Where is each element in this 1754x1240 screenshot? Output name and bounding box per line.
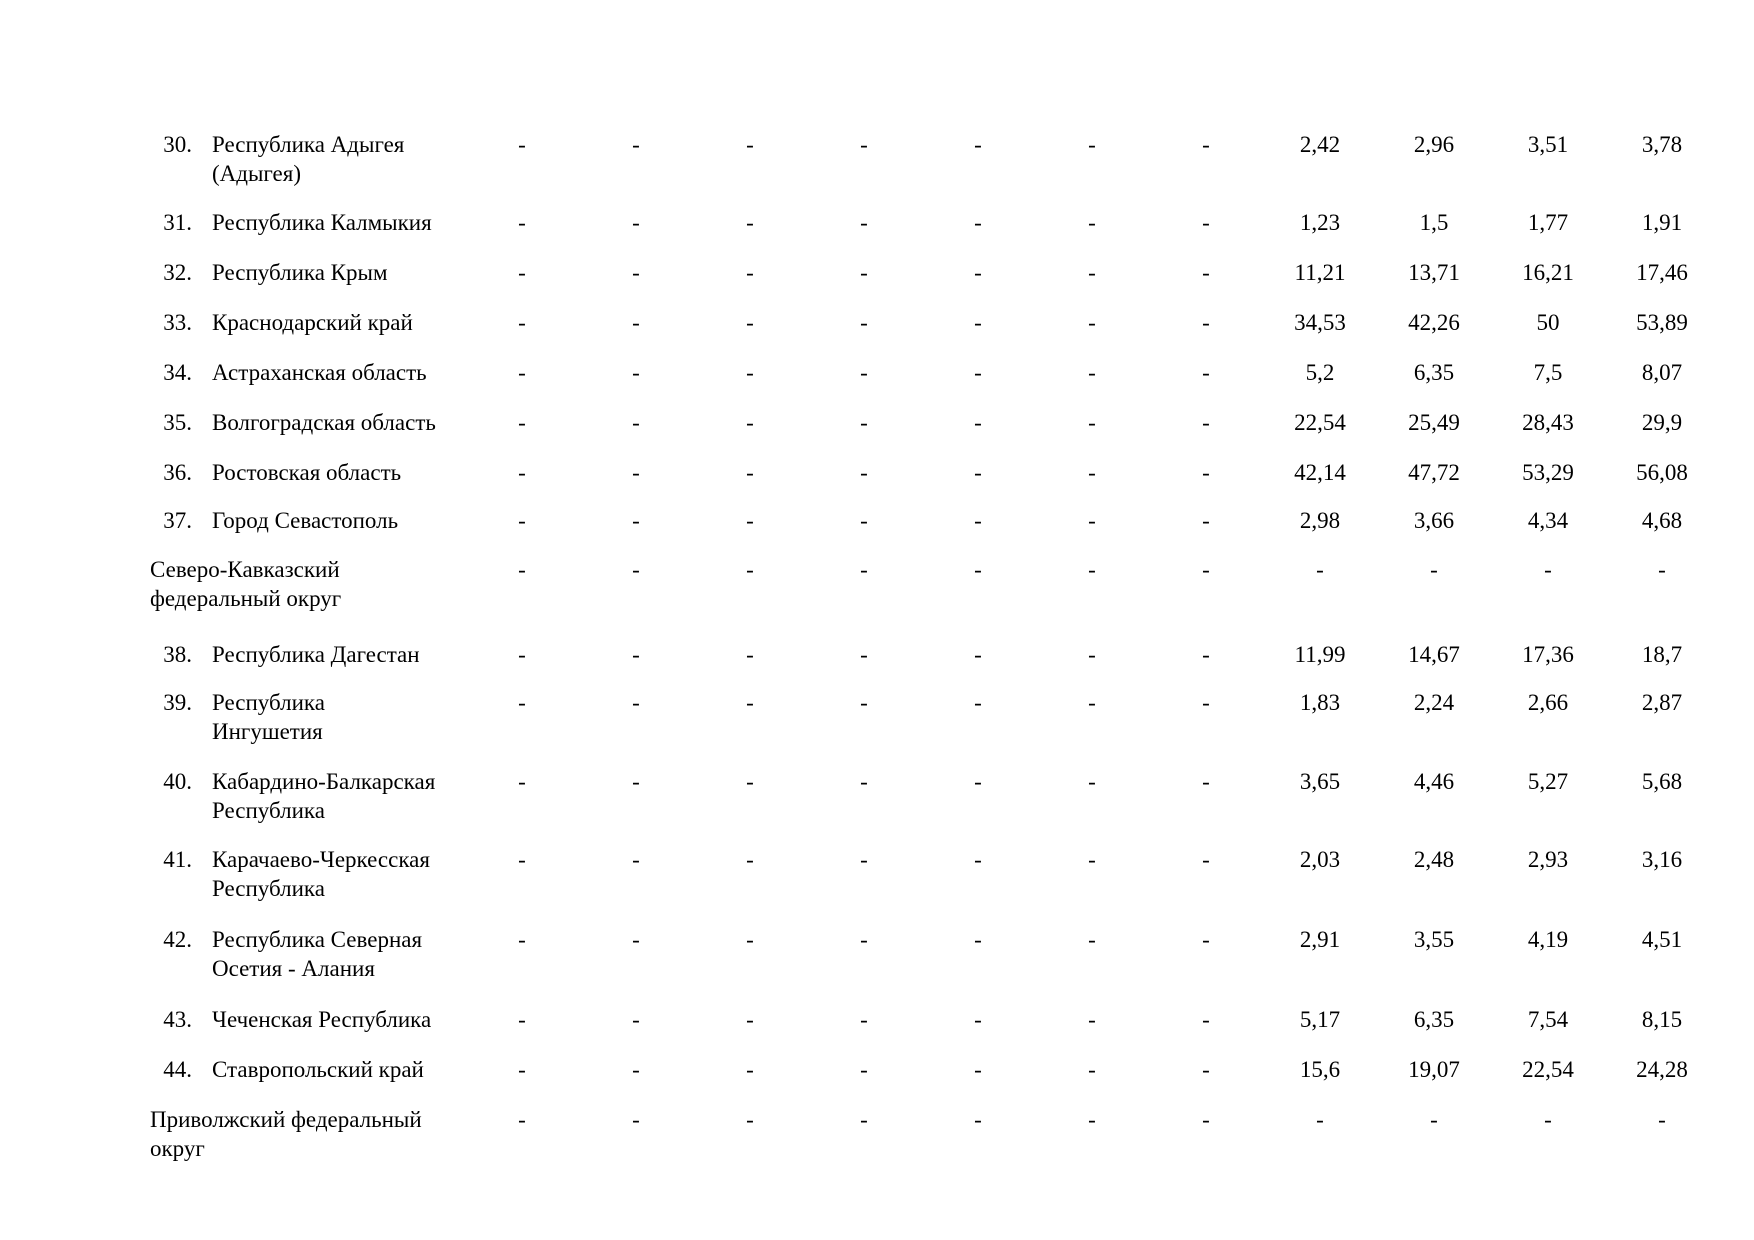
- value-cell: -: [860, 1107, 868, 1132]
- district-name: [150, 555, 490, 613]
- value-cell: 19,07: [1408, 1057, 1460, 1082]
- value-cell: 50: [1536, 310, 1560, 335]
- value-cell: -: [1088, 642, 1096, 667]
- value-cell: 53,89: [1636, 310, 1688, 335]
- value-cell: 3,51: [1527, 132, 1569, 157]
- value-cell: -: [974, 310, 982, 335]
- value-cell: -: [518, 847, 526, 872]
- value-cell: 42,14: [1294, 460, 1346, 485]
- value-cell: -: [860, 360, 868, 385]
- value-cell: 11,99: [1294, 642, 1346, 667]
- value-cell: -: [1202, 260, 1210, 285]
- value-cell: -: [1088, 1007, 1096, 1032]
- name-line: Республика Крым: [212, 260, 388, 285]
- region-name: [212, 1055, 482, 1084]
- name-line: Краснодарский край: [212, 310, 413, 335]
- value-cell: -: [1316, 1107, 1324, 1132]
- value-cell: -: [518, 310, 526, 335]
- value-cell: 29,9: [1641, 410, 1683, 435]
- value-cell: 18,7: [1641, 642, 1683, 667]
- region-name: [212, 925, 482, 983]
- value-cell: -: [1202, 769, 1210, 794]
- value-cell: -: [1202, 642, 1210, 667]
- value-cell: -: [1202, 927, 1210, 952]
- value-cell: -: [632, 1107, 640, 1132]
- value-cell: -: [746, 690, 754, 715]
- value-cell: -: [860, 847, 868, 872]
- value-cell: -: [518, 460, 526, 485]
- value-cell: 3,65: [1299, 769, 1341, 794]
- name-line: Северо-Кавказский: [150, 557, 340, 582]
- value-cell: 8,07: [1641, 360, 1683, 385]
- value-cell: 56,08: [1636, 460, 1688, 485]
- value-cell: -: [632, 557, 640, 582]
- value-cell: 4,19: [1527, 927, 1569, 952]
- name-line: федеральный округ: [150, 586, 342, 611]
- name-line: Волгоградская область: [212, 410, 436, 435]
- value-cell: -: [860, 557, 868, 582]
- value-cell: -: [746, 210, 754, 235]
- row-number: 38.: [163, 642, 192, 667]
- value-cell: -: [1202, 410, 1210, 435]
- value-cell: -: [860, 927, 868, 952]
- value-cell: -: [518, 557, 526, 582]
- value-cell: -: [746, 260, 754, 285]
- district-name: [150, 1105, 490, 1163]
- value-cell: -: [518, 1057, 526, 1082]
- value-cell: -: [974, 690, 982, 715]
- value-cell: -: [974, 1007, 982, 1032]
- value-cell: -: [1544, 1107, 1552, 1132]
- value-cell: -: [632, 1057, 640, 1082]
- value-cell: 4,34: [1527, 508, 1569, 533]
- value-cell: -: [632, 1007, 640, 1032]
- value-cell: -: [1088, 132, 1096, 157]
- value-cell: 2,93: [1527, 847, 1569, 872]
- name-line: Астраханская область: [212, 360, 427, 385]
- value-cell: 4,51: [1641, 927, 1683, 952]
- region-name: [212, 358, 482, 387]
- value-cell: -: [746, 410, 754, 435]
- value-cell: -: [746, 847, 754, 872]
- value-cell: -: [860, 1007, 868, 1032]
- value-cell: 17,36: [1522, 642, 1574, 667]
- value-cell: -: [746, 1007, 754, 1032]
- value-cell: 5,68: [1641, 769, 1683, 794]
- value-cell: 2,96: [1413, 132, 1455, 157]
- value-cell: -: [746, 927, 754, 952]
- value-cell: 4,68: [1641, 508, 1683, 533]
- value-cell: -: [632, 132, 640, 157]
- value-cell: 34,53: [1294, 310, 1346, 335]
- value-cell: 2,98: [1299, 508, 1341, 533]
- value-cell: -: [974, 410, 982, 435]
- value-cell: -: [1430, 1107, 1438, 1132]
- value-cell: -: [860, 1057, 868, 1082]
- name-line: Чеченская Республика: [212, 1007, 432, 1032]
- value-cell: -: [1088, 360, 1096, 385]
- value-cell: -: [746, 769, 754, 794]
- value-cell: -: [518, 410, 526, 435]
- row-number: 37.: [163, 508, 192, 533]
- value-cell: -: [974, 1107, 982, 1132]
- name-line: Кабардино-Балкарская: [212, 769, 436, 794]
- value-cell: -: [1202, 310, 1210, 335]
- value-cell: -: [518, 690, 526, 715]
- value-cell: -: [518, 927, 526, 952]
- value-cell: -: [746, 132, 754, 157]
- value-cell: -: [632, 260, 640, 285]
- value-cell: -: [974, 360, 982, 385]
- row-number: 41.: [163, 847, 192, 872]
- region-name: [212, 130, 482, 188]
- name-line: округ: [150, 1136, 205, 1161]
- value-cell: 1,23: [1299, 210, 1341, 235]
- value-cell: -: [974, 847, 982, 872]
- value-cell: 24,28: [1636, 1057, 1688, 1082]
- row-number: 44.: [163, 1057, 192, 1082]
- region-name: [212, 458, 482, 487]
- value-cell: -: [1202, 557, 1210, 582]
- name-line: Республика: [212, 798, 325, 823]
- value-cell: -: [1658, 557, 1666, 582]
- row-number: 31.: [163, 210, 192, 235]
- value-cell: -: [746, 360, 754, 385]
- value-cell: -: [1088, 260, 1096, 285]
- value-cell: -: [518, 1107, 526, 1132]
- row-number: 35.: [163, 410, 192, 435]
- value-cell: -: [1202, 847, 1210, 872]
- value-cell: -: [1202, 1007, 1210, 1032]
- value-cell: -: [632, 690, 640, 715]
- value-cell: -: [1088, 210, 1096, 235]
- value-cell: -: [632, 642, 640, 667]
- value-cell: -: [974, 210, 982, 235]
- value-cell: -: [1544, 557, 1552, 582]
- value-cell: 25,49: [1408, 410, 1460, 435]
- name-line: (Адыгея): [212, 161, 302, 186]
- value-cell: -: [974, 642, 982, 667]
- value-cell: 2,91: [1299, 927, 1341, 952]
- value-cell: -: [974, 260, 982, 285]
- value-cell: -: [632, 847, 640, 872]
- value-cell: 2,66: [1527, 690, 1569, 715]
- value-cell: 5,17: [1299, 1007, 1341, 1032]
- region-name: [212, 688, 482, 746]
- name-line: Республика Калмыкия: [212, 210, 432, 235]
- name-line: Республика Северная: [212, 927, 423, 952]
- value-cell: -: [1658, 1107, 1666, 1132]
- value-cell: -: [632, 360, 640, 385]
- value-cell: -: [1202, 508, 1210, 533]
- value-cell: -: [1088, 927, 1096, 952]
- value-cell: -: [518, 210, 526, 235]
- value-cell: -: [518, 1007, 526, 1032]
- value-cell: -: [518, 360, 526, 385]
- value-cell: 22,54: [1294, 410, 1346, 435]
- value-cell: -: [746, 1107, 754, 1132]
- value-cell: 14,67: [1408, 642, 1460, 667]
- value-cell: -: [1088, 557, 1096, 582]
- region-name: [212, 767, 482, 825]
- value-cell: -: [632, 460, 640, 485]
- value-cell: -: [746, 557, 754, 582]
- value-cell: 53,29: [1522, 460, 1574, 485]
- name-line: Республика: [212, 876, 325, 901]
- value-cell: -: [1088, 460, 1096, 485]
- row-number: 43.: [163, 1007, 192, 1032]
- value-cell: 2,42: [1299, 132, 1341, 157]
- value-cell: 3,55: [1413, 927, 1455, 952]
- value-cell: -: [974, 508, 982, 533]
- row-number: 36.: [163, 460, 192, 485]
- region-name: [212, 308, 482, 337]
- value-cell: -: [860, 410, 868, 435]
- value-cell: -: [632, 410, 640, 435]
- value-cell: -: [860, 690, 868, 715]
- value-cell: -: [518, 508, 526, 533]
- value-cell: 16,21: [1522, 260, 1574, 285]
- name-line: Ставропольский край: [212, 1057, 424, 1082]
- value-cell: 3,16: [1641, 847, 1683, 872]
- value-cell: -: [1430, 557, 1438, 582]
- region-name: [212, 208, 482, 237]
- value-cell: -: [860, 260, 868, 285]
- value-cell: 1,83: [1299, 690, 1341, 715]
- value-cell: -: [1202, 460, 1210, 485]
- name-line: Осетия - Алания: [212, 956, 375, 981]
- region-name: [212, 1005, 482, 1034]
- name-line: Республика Дагестан: [212, 642, 420, 667]
- value-cell: 7,5: [1533, 360, 1563, 385]
- value-cell: 42,26: [1408, 310, 1460, 335]
- value-cell: -: [1202, 210, 1210, 235]
- row-number: 34.: [163, 360, 192, 385]
- value-cell: -: [1088, 1057, 1096, 1082]
- value-cell: 13,71: [1408, 260, 1460, 285]
- name-line: Город Севастополь: [212, 508, 399, 533]
- row-number: 32.: [163, 260, 192, 285]
- value-cell: -: [746, 508, 754, 533]
- value-cell: -: [974, 557, 982, 582]
- value-cell: 2,03: [1299, 847, 1341, 872]
- value-cell: -: [974, 460, 982, 485]
- value-cell: 5,2: [1305, 360, 1335, 385]
- value-cell: -: [632, 210, 640, 235]
- value-cell: -: [974, 769, 982, 794]
- name-line: Ингушетия: [212, 719, 323, 744]
- value-cell: 8,15: [1641, 1007, 1683, 1032]
- value-cell: -: [860, 642, 868, 667]
- row-number: 39.: [163, 690, 192, 715]
- value-cell: -: [632, 310, 640, 335]
- value-cell: 2,87: [1641, 690, 1683, 715]
- value-cell: -: [974, 1057, 982, 1082]
- value-cell: -: [1202, 360, 1210, 385]
- value-cell: -: [860, 310, 868, 335]
- name-line: Республика Адыгея: [212, 132, 405, 157]
- value-cell: -: [860, 460, 868, 485]
- value-cell: 6,35: [1413, 1007, 1455, 1032]
- row-number: 42.: [163, 927, 192, 952]
- name-line: Карачаево-Черкесская: [212, 847, 430, 872]
- value-cell: -: [518, 642, 526, 667]
- value-cell: 17,46: [1636, 260, 1688, 285]
- value-cell: 47,72: [1408, 460, 1460, 485]
- value-cell: -: [1088, 769, 1096, 794]
- value-cell: -: [518, 769, 526, 794]
- value-cell: -: [1088, 1107, 1096, 1132]
- value-cell: -: [1202, 132, 1210, 157]
- value-cell: -: [632, 927, 640, 952]
- value-cell: 15,6: [1299, 1057, 1341, 1082]
- value-cell: -: [746, 310, 754, 335]
- value-cell: -: [860, 508, 868, 533]
- value-cell: -: [860, 210, 868, 235]
- region-name: [212, 640, 482, 669]
- value-cell: 6,35: [1413, 360, 1455, 385]
- value-cell: -: [974, 132, 982, 157]
- region-name: [212, 408, 482, 437]
- value-cell: 22,54: [1522, 1057, 1574, 1082]
- value-cell: -: [1088, 508, 1096, 533]
- value-cell: 3,66: [1413, 508, 1455, 533]
- value-cell: -: [1202, 1057, 1210, 1082]
- value-cell: -: [632, 508, 640, 533]
- region-name: [212, 506, 482, 535]
- value-cell: -: [1316, 557, 1324, 582]
- value-cell: -: [1088, 847, 1096, 872]
- value-cell: 4,46: [1413, 769, 1455, 794]
- name-line: Республика: [212, 690, 325, 715]
- value-cell: 3,78: [1641, 132, 1683, 157]
- row-number: 33.: [163, 310, 192, 335]
- value-cell: -: [1088, 410, 1096, 435]
- row-number: 30.: [163, 132, 192, 157]
- value-cell: 1,77: [1527, 210, 1569, 235]
- value-cell: 7,54: [1527, 1007, 1569, 1032]
- value-cell: -: [632, 769, 640, 794]
- value-cell: -: [746, 1057, 754, 1082]
- value-cell: 28,43: [1522, 410, 1574, 435]
- value-cell: -: [518, 260, 526, 285]
- region-name: [212, 845, 482, 903]
- value-cell: -: [974, 927, 982, 952]
- value-cell: -: [860, 132, 868, 157]
- value-cell: -: [1088, 310, 1096, 335]
- value-cell: 2,48: [1413, 847, 1455, 872]
- name-line: Ростовская область: [212, 460, 402, 485]
- value-cell: 1,5: [1419, 210, 1449, 235]
- value-cell: -: [746, 460, 754, 485]
- value-cell: -: [1202, 690, 1210, 715]
- value-cell: -: [746, 642, 754, 667]
- value-cell: -: [860, 769, 868, 794]
- region-name: [212, 258, 482, 287]
- value-cell: 1,91: [1641, 210, 1683, 235]
- value-cell: 11,21: [1294, 260, 1346, 285]
- row-number: 40.: [163, 769, 192, 794]
- name-line: Приволжский федеральный: [150, 1107, 422, 1132]
- value-cell: -: [1202, 1107, 1210, 1132]
- value-cell: -: [518, 132, 526, 157]
- value-cell: 2,24: [1413, 690, 1455, 715]
- value-cell: -: [1088, 690, 1096, 715]
- value-cell: 5,27: [1527, 769, 1569, 794]
